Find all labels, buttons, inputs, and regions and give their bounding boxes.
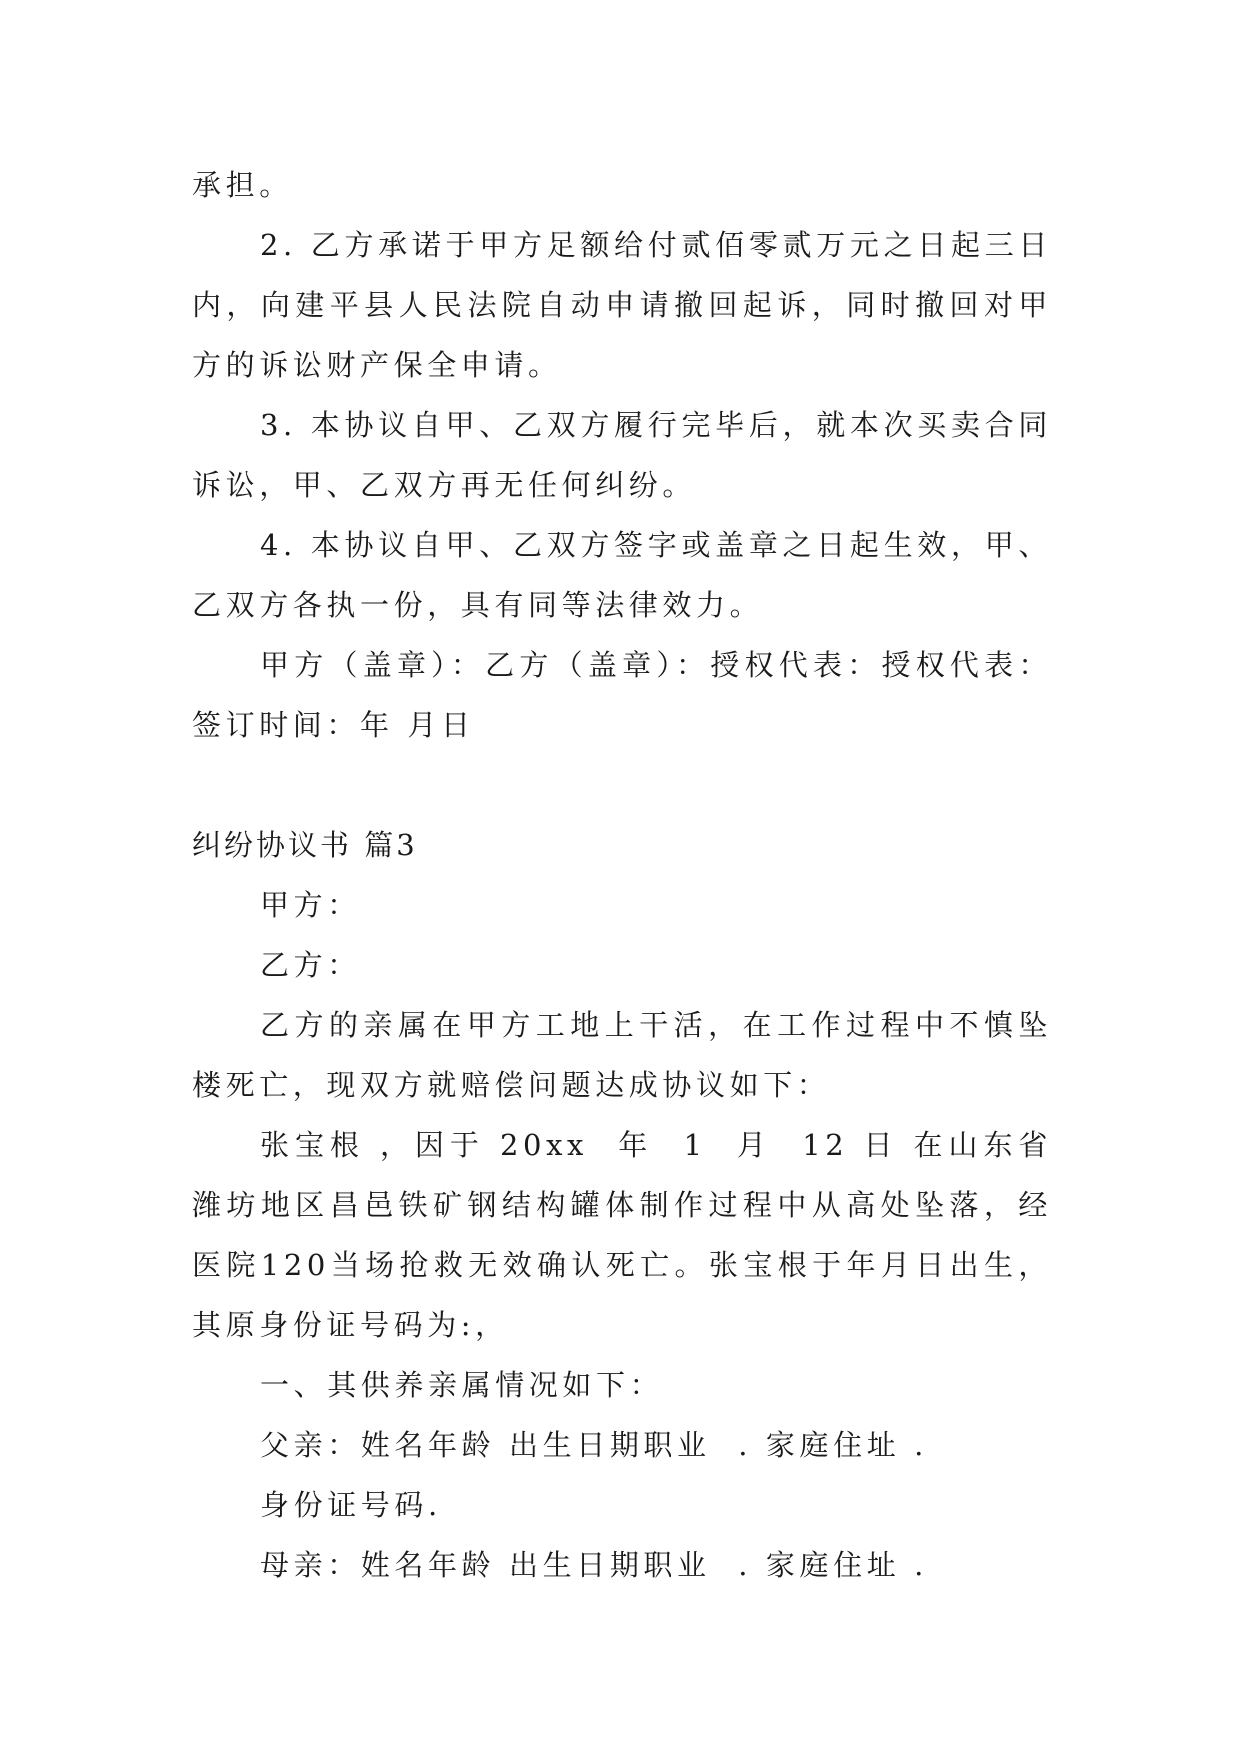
incident-details: 张宝根 ，因于 20xx 年 1 月 12 日 在山东省潍坊地区昌邑铁矿钢结构罐体制作过程中从高处坠落，经医院120当场抢救无效确认死亡。张宝根于年月日出生，其原身份证号码为:，	[192, 1128, 1052, 1342]
document-body	[192, 155, 1052, 1595]
clause-3: 3. 本协议自甲、乙双方履行完毕后，就本次买卖合同诉讼，甲、乙双方再无任何纠纷。	[192, 408, 1052, 502]
mother-info: 母亲：姓名年龄 出生日期职业 . 家庭住址 .	[260, 1548, 928, 1582]
id-number-line: 身份证号码.	[260, 1488, 442, 1522]
signature-line: 甲方（盖章）：乙方（盖章）：授权代表：授权代表：签订时间：年 月日	[192, 648, 1052, 742]
section-title: 纠纷协议书 篇3	[192, 828, 418, 862]
party-a-line: 甲方：	[260, 888, 361, 922]
father-info: 父亲：姓名年龄 出生日期职业 . 家庭住址 .	[260, 1428, 928, 1462]
party-b-line: 乙方：	[260, 948, 361, 982]
clause-2: 2. 乙方承诺于甲方足额给付贰佰零贰万元之日起三日内，向建平县人民法院自动申请撤回起诉，同时撤回对甲方的诉讼财产保全申请。	[192, 228, 1052, 382]
dependents-heading: 一、其供养亲属情况如下：	[260, 1368, 664, 1402]
paragraph-continuation: 承担。	[192, 168, 293, 202]
clause-4: 4. 本协议自甲、乙双方签字或盖章之日起生效，甲、乙双方各执一份，具有同等法律效力。	[192, 528, 1052, 622]
incident-intro: 乙方的亲属在甲方工地上干活，在工作过程中不慎坠楼死亡，现双方就赔偿问题达成协议如下：	[192, 1008, 1052, 1102]
